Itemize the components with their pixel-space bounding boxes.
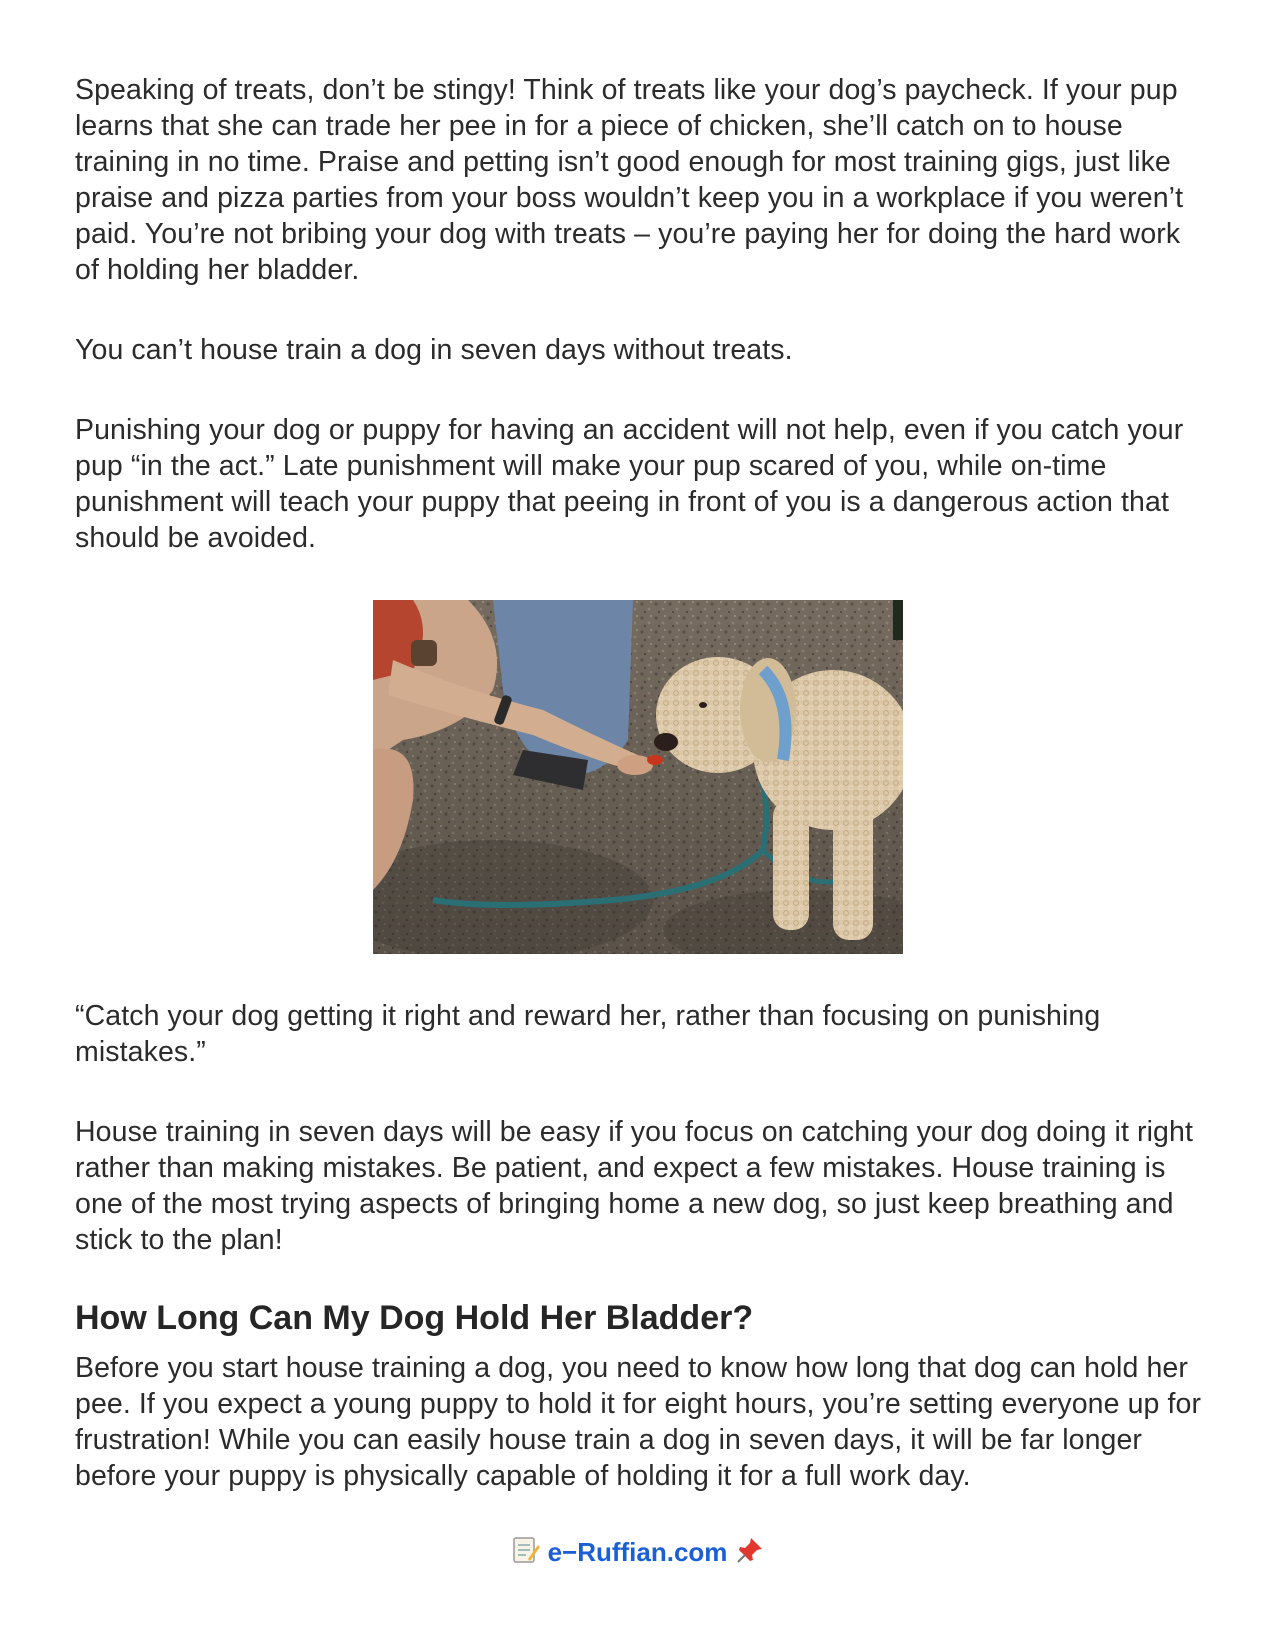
paragraph-punishment: Punishing your dog or puppy for having an accident will not help, even if you catch your pup “in the act.” Late punishment will make your pup scared of you, while on-time punishment will teach your puppy that peeing in front of you is a dangerous action that should be avoided. (75, 414, 1184, 554)
paragraph-patience: House training in seven days will be easy if you focus on catching your dog doing it right rather than making mistakes. Be patient, and expect a few mistakes. House training is one of the most trying aspects of bringing home a new dog, so just keep breathing and stick to the plan! (75, 1116, 1193, 1256)
paragraph-no-treats: You can’t house train a dog in seven days without treats. (75, 334, 793, 366)
footer-watermark (0, 1535, 1275, 1573)
pushpin-icon (735, 1535, 765, 1573)
paragraph-bladder: Before you start house training a dog, you need to know how long that dog can hold her pee. If you expect a young puppy to hold it for eight hours, you’re setting everyone up for frustration! While you can easily house train a dog in seven days, it will be far longer before your puppy is physically capable of holding it for a full work day. (75, 1352, 1202, 1492)
dog-treat-photo (373, 600, 903, 954)
photo-container (0, 600, 1275, 954)
section-heading: How Long Can My Dog Hold Her Bladder? (75, 1299, 754, 1337)
memo-icon (510, 1535, 540, 1573)
paragraph-quote: “Catch your dog getting it right and reward her, rather than focusing on punishing mistakes.” (75, 1000, 1101, 1068)
paragraph-treats: Speaking of treats, don’t be stingy! Think of treats like your dog’s paycheck. If your pup learns that she can trade her pee in for a piece of chicken, she’ll catch on to house training in no time. Praise and petting isn’t good enough for most training gigs, just like praise and pizza parties from your boss wouldn’t keep you in a workplace if you weren’t paid. You’re not bribing your dog with treats – you’re paying her for doing the hard work of holding her bladder. (75, 74, 1184, 286)
brand-link[interactable]: e−Ruffian.com (547, 1537, 728, 1567)
document-page (75, 72, 1205, 1494)
